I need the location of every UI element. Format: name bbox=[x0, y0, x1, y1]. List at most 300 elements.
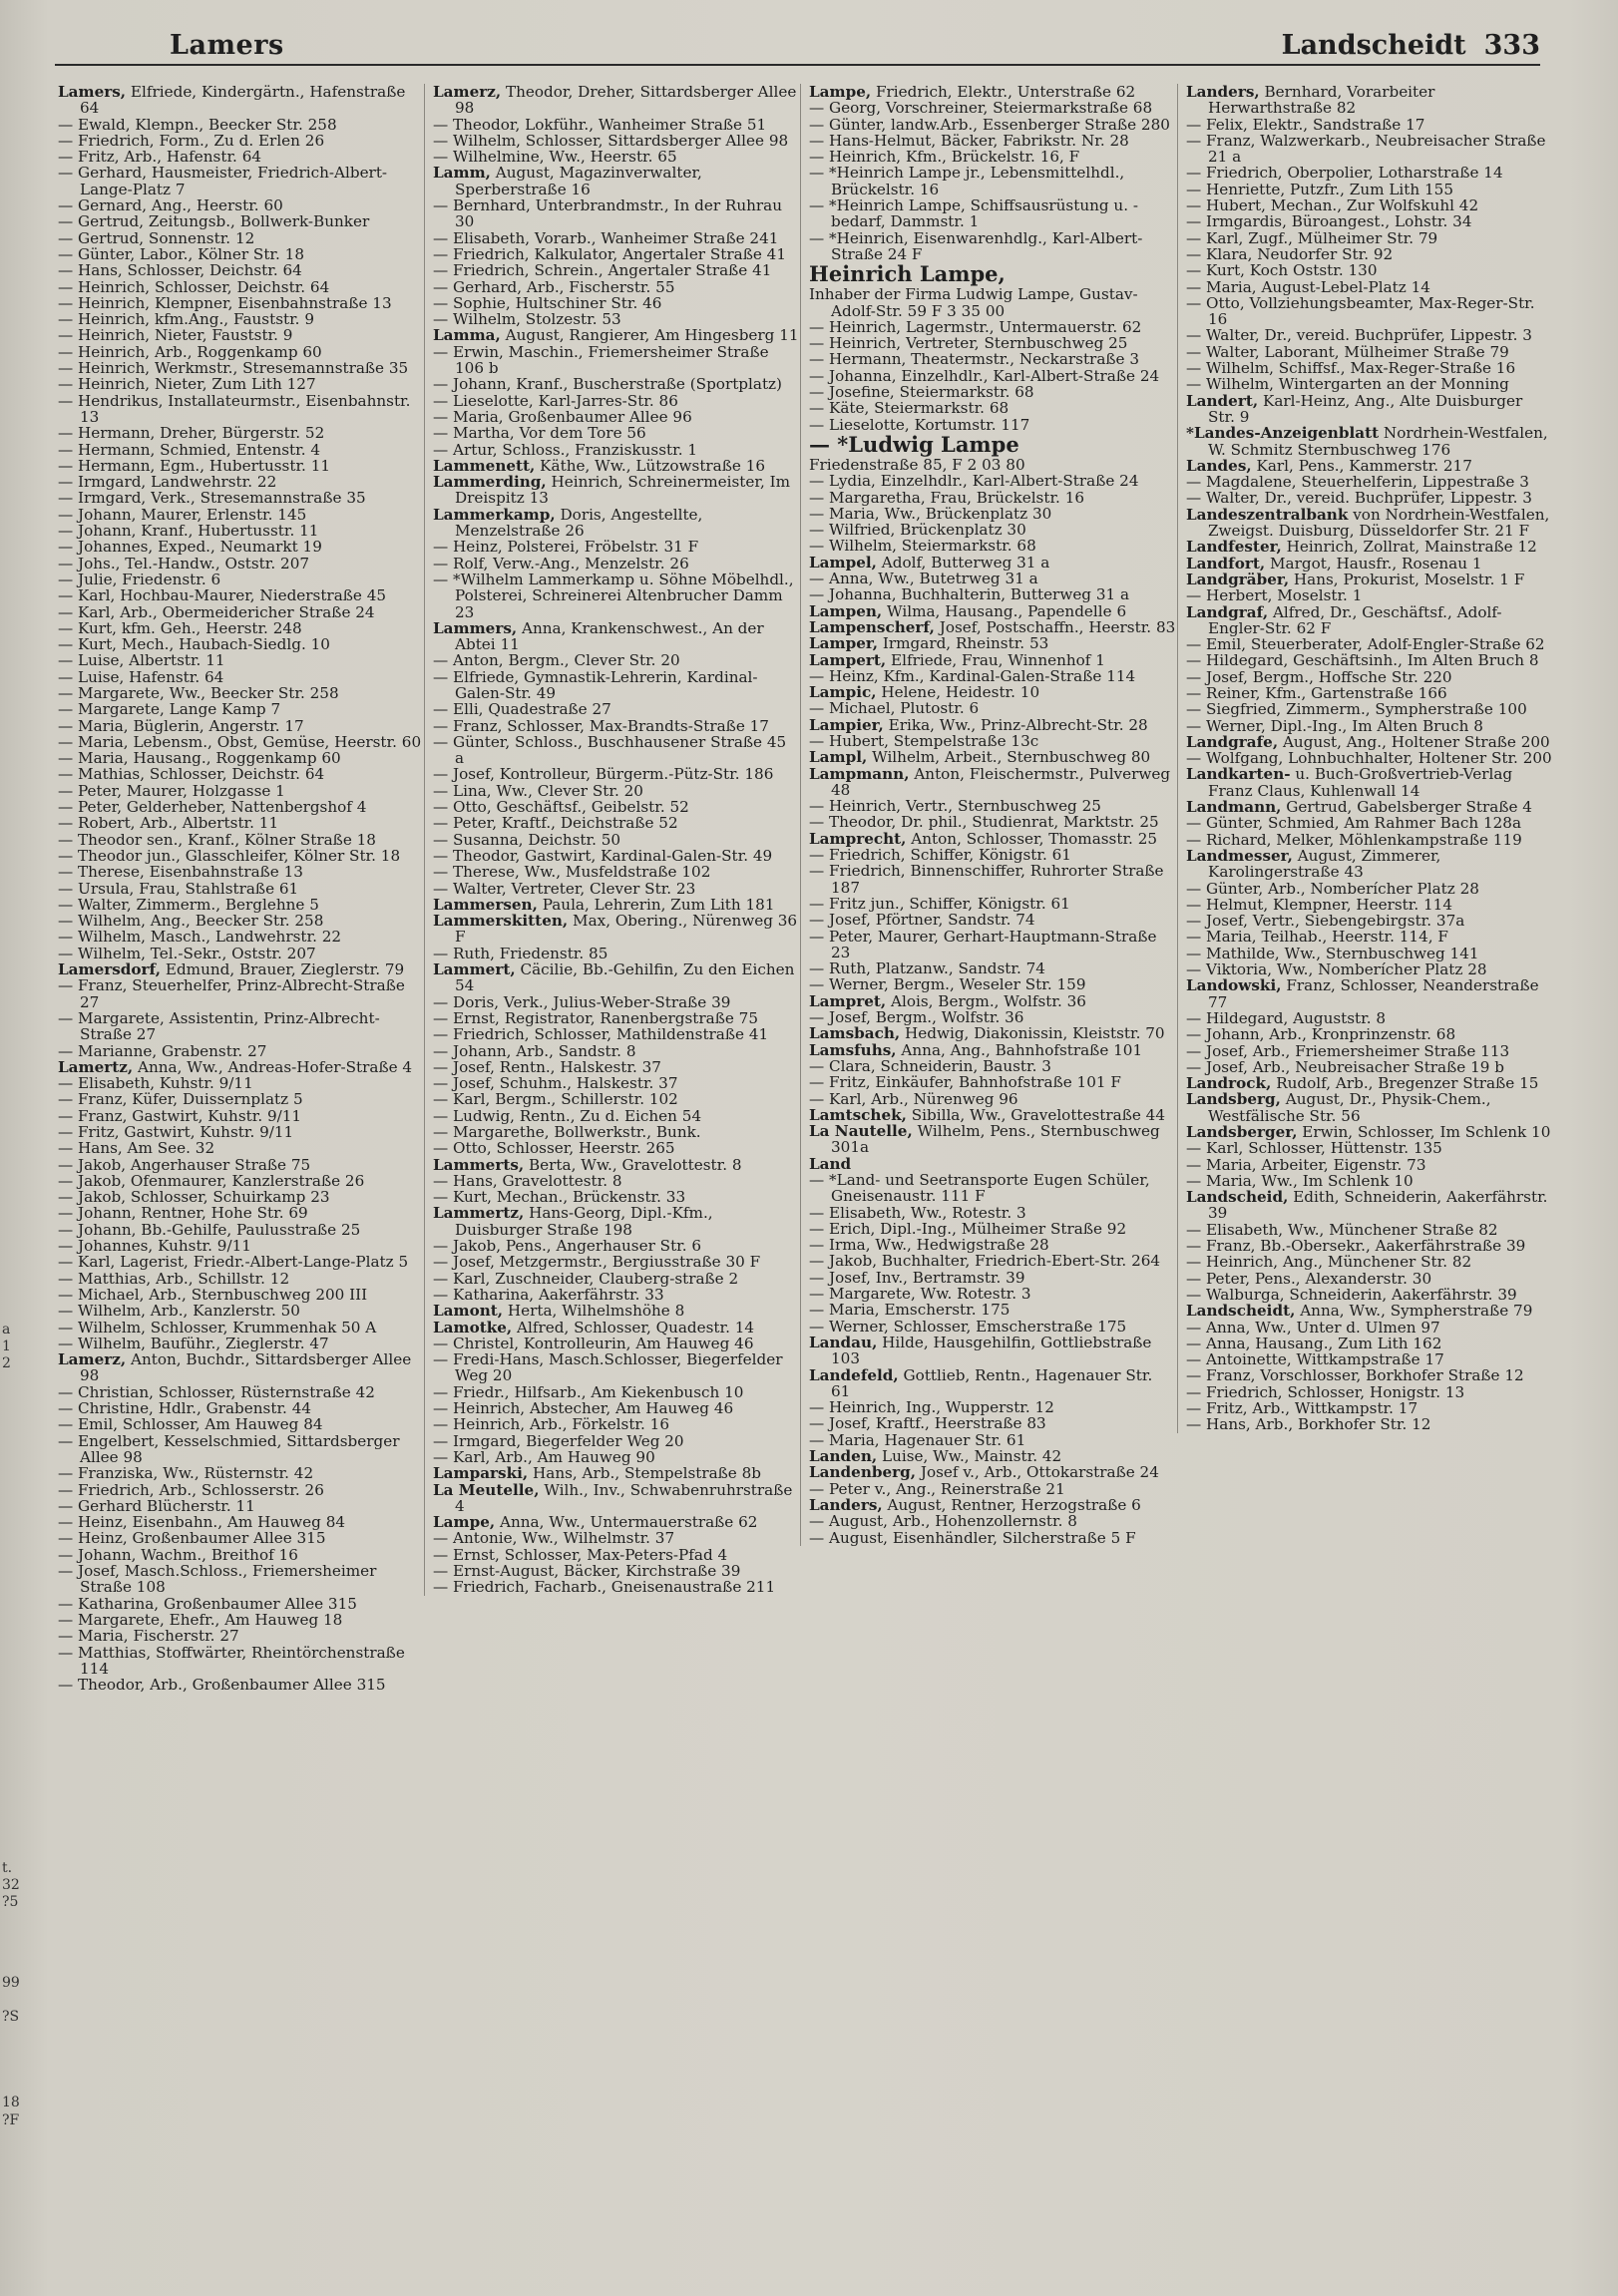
directory-entry bbox=[809, 417, 1176, 433]
directory-entry bbox=[433, 458, 800, 474]
entry-text: — Gertrud, Sonnenstr. 12 bbox=[58, 228, 255, 247]
directory-entry bbox=[809, 896, 1176, 912]
header-right bbox=[1282, 30, 1540, 61]
directory-entry bbox=[809, 1481, 1176, 1497]
directory-entry bbox=[809, 814, 1176, 830]
entry-text: — Fritz, Gastwirt, Kuhstr. 9/11 bbox=[58, 1123, 294, 1141]
entry-surname: Landsberg, bbox=[1186, 1090, 1281, 1109]
entry-text: — Walter, Dr., vereid. Buchprüfer, Lippestr. 3 bbox=[1186, 489, 1532, 508]
entry-text: Helene, Heidestr. 10 bbox=[876, 683, 1040, 702]
directory-entry bbox=[809, 635, 1176, 651]
directory-entry bbox=[433, 344, 800, 377]
directory-entry bbox=[1186, 117, 1553, 133]
directory-entry bbox=[1186, 766, 1553, 799]
directory-entry bbox=[58, 1205, 425, 1221]
entry-text: — Margarete, Ww., Beecker Str. 258 bbox=[58, 683, 339, 702]
entry-text: — Hans, Am See. 32 bbox=[58, 1139, 215, 1158]
directory-entry bbox=[58, 1384, 425, 1400]
directory-entry bbox=[58, 1189, 425, 1205]
directory-entry bbox=[58, 474, 425, 490]
directory-entry bbox=[809, 668, 1176, 684]
entry-text: — Kurt, Mech., Haubach-Siedlg. 10 bbox=[58, 635, 330, 654]
entry-text: u. Buch-Großvertrieb-Verlag Franz Claus, Kuhlenwall 14 bbox=[1208, 765, 1513, 800]
entry-surname: Lampe, bbox=[433, 1513, 496, 1532]
directory-entry bbox=[1186, 718, 1553, 734]
entry-text: — Friedrich, Schrein., Angertaler Straße 41 bbox=[433, 261, 772, 280]
directory-entry bbox=[809, 652, 1176, 668]
margin-fragment: 32 bbox=[2, 1877, 20, 1893]
directory-entry bbox=[1186, 1254, 1553, 1270]
directory-entry bbox=[58, 604, 425, 620]
directory-entry bbox=[809, 286, 1176, 319]
directory-entry bbox=[58, 1303, 425, 1319]
entry-text: — Johannes, Exped., Neumarkt 19 bbox=[58, 538, 322, 557]
directory-entry bbox=[809, 1074, 1176, 1090]
directory-entry bbox=[433, 1059, 800, 1075]
directory-entry bbox=[1186, 897, 1553, 913]
directory-entry bbox=[58, 1271, 425, 1287]
directory-entry bbox=[58, 1433, 425, 1466]
entry-text: — Maria, Großenbaumer Allee 96 bbox=[433, 407, 692, 426]
entry-text: — Fritz, Einkäufer, Bahnhofstraße 101 F bbox=[809, 1073, 1121, 1092]
entry-text: — Peter v., Ang., Reinerstraße 21 bbox=[809, 1479, 1065, 1498]
entry-text: — Margarete, Ehefr., Am Hauweg 18 bbox=[58, 1610, 343, 1629]
entry-text: — Josef, Metzgermstr., Bergiusstraße 30 F bbox=[433, 1253, 761, 1272]
entry-surname: Lamertz, bbox=[58, 1057, 134, 1076]
entry-display-name: — *Ludwig Lampe bbox=[809, 431, 1019, 457]
directory-entry bbox=[433, 1579, 800, 1595]
entry-text: — Luise, Hafenstr. 64 bbox=[58, 667, 224, 686]
entry-text: — Margarete, Assistentin, Prinz-Albrecht-Straße 27 bbox=[58, 1008, 380, 1044]
entry-text: — Elisabeth, Ww., Rotestr. 3 bbox=[809, 1203, 1026, 1222]
directory-entry bbox=[433, 84, 800, 117]
entry-text: — Lieselotte, Karl-Jarres-Str. 86 bbox=[433, 391, 678, 410]
entry-text: — Ernst-August, Bäcker, Kirchstraße 39 bbox=[433, 1562, 741, 1581]
directory-entry bbox=[809, 473, 1176, 489]
entry-text: — Fritz, Arb., Hafenstr. 64 bbox=[58, 148, 262, 167]
directory-entry bbox=[433, 376, 800, 392]
entry-text: — Otto, Geschäftsf., Geibelstr. 52 bbox=[433, 798, 689, 817]
entry-text: Gottlieb, Rentn., Hagenauer Str. 61 bbox=[831, 1365, 1153, 1400]
entry-text: — Karl, Arb., Nürenweg 96 bbox=[809, 1089, 1018, 1108]
directory-entry bbox=[1186, 182, 1553, 197]
directory-entry bbox=[58, 1059, 425, 1075]
directory-entry bbox=[809, 490, 1176, 506]
directory-entry bbox=[58, 1010, 425, 1043]
entry-text: — Irmgard, Verk., Stresemannstraße 35 bbox=[58, 489, 366, 508]
directory-entry bbox=[809, 976, 1176, 992]
header-left-keyword: Lamers bbox=[170, 30, 284, 61]
directory-entry bbox=[809, 749, 1176, 765]
entry-surname: Lammertz, bbox=[433, 1204, 525, 1223]
entry-text: — Josef, Bergm., Hoffsche Str. 220 bbox=[1186, 667, 1452, 686]
entry-text: — Ludwig, Rentn., Zu d. Eichen 54 bbox=[433, 1106, 702, 1125]
entry-text: — Maria, Fischerstr. 27 bbox=[58, 1627, 239, 1646]
entry-text: — Michael, Plutostr. 6 bbox=[809, 699, 980, 718]
entry-text: — Ewald, Klempn., Beecker Str. 258 bbox=[58, 115, 337, 134]
directory-entry bbox=[58, 1351, 425, 1384]
entry-surname: Landgräber, bbox=[1186, 570, 1290, 588]
directory-entry bbox=[1186, 1303, 1553, 1319]
entry-text: — Maria, Hausang., Roggenkamp 60 bbox=[58, 749, 341, 768]
entry-text: — Jakob, Pens., Angerhauser Str. 6 bbox=[433, 1237, 702, 1256]
directory-entry bbox=[58, 832, 425, 848]
directory-entry bbox=[433, 1351, 800, 1384]
entry-text: — Johann, Rentner, Hohe Str. 69 bbox=[58, 1204, 308, 1223]
entry-text: — Siegfried, Zimmerm., Sympherstraße 100 bbox=[1186, 700, 1527, 719]
directory-entry bbox=[1186, 458, 1553, 474]
entry-text: — Theodor, Arb., Großenbaumer Allee 315 bbox=[58, 1676, 386, 1695]
directory-entry bbox=[58, 393, 425, 426]
directory-entry bbox=[58, 652, 425, 668]
entry-surname: Landfester, bbox=[1186, 538, 1282, 557]
entry-text: — Wilhelm, Schiffsf., Max-Reger-Straße 16 bbox=[1186, 359, 1516, 378]
entry-text: — Wilhelm, Bauführ., Zieglerstr. 47 bbox=[58, 1334, 329, 1352]
directory-entry bbox=[58, 766, 425, 782]
directory-entry bbox=[433, 1465, 800, 1481]
directory-entry bbox=[58, 881, 425, 897]
entry-text: — Ernst, Schlosser, Max-Peters-Pfad 4 bbox=[433, 1545, 728, 1564]
entry-surname: Landowski, bbox=[1186, 976, 1282, 995]
entry-surname: La Meutelle, bbox=[433, 1480, 540, 1499]
directory-entry bbox=[809, 1009, 1176, 1025]
directory-entry bbox=[58, 734, 425, 750]
margin-fragment: ?F bbox=[2, 2112, 20, 2128]
directory-entry bbox=[433, 1173, 800, 1189]
directory-entry bbox=[809, 1091, 1176, 1107]
entry-text: — Margaretha, Frau, Brückelstr. 16 bbox=[809, 488, 1085, 507]
entry-text: Irmgard, Rheinstr. 53 bbox=[878, 634, 1049, 653]
directory-entry bbox=[809, 1172, 1176, 1205]
entry-text: — Walter, Zimmerm., Berglehne 5 bbox=[58, 895, 319, 914]
entry-text: — Franz, Bb.-Obersekr., Aakerfährstraße 39 bbox=[1186, 1237, 1526, 1256]
directory-entry bbox=[1186, 425, 1553, 458]
directory-entry bbox=[58, 1108, 425, 1124]
entry-text: — Peter, Pens., Alexanderstr. 30 bbox=[1186, 1269, 1432, 1288]
directory-entry bbox=[433, 1271, 800, 1287]
entry-text: — Heinz, Eisenbahn., Am Hauweg 84 bbox=[58, 1513, 346, 1532]
entry-text: von Nordrhein-Westfalen, Zweigst. Duisburg, Düsseldorfer Str. 21 F bbox=[1208, 505, 1550, 541]
entry-text: — Friedrich, Arb., Schlosserstr. 26 bbox=[58, 1480, 324, 1499]
entry-text: — Hermann, Dreher, Bürgerstr. 52 bbox=[58, 424, 325, 443]
entry-text: — Lina, Ww., Clever Str. 20 bbox=[433, 781, 643, 800]
entry-text: — Peter, Gelderheber, Nattenbergshof 4 bbox=[58, 798, 367, 817]
directory-entry bbox=[433, 734, 800, 767]
directory-entry bbox=[58, 1173, 425, 1189]
entry-text: — Franz, Vorschlosser, Borkhofer Straße 12 bbox=[1186, 1366, 1524, 1385]
directory-entry bbox=[809, 400, 1176, 416]
entry-text: — Josef, Arb., Neubreisacher Straße 19 b bbox=[1186, 1057, 1504, 1076]
entry-text: — Ruth, Platzanw., Sandstr. 74 bbox=[809, 959, 1045, 978]
entry-text: — Hermann, Theatermstr., Neckarstraße 3 bbox=[809, 350, 1139, 369]
directory-entry bbox=[1186, 197, 1553, 213]
directory-entry bbox=[1186, 815, 1553, 831]
entry-text: — Gerhard Blücherstr. 11 bbox=[58, 1496, 255, 1515]
entry-text: — Fritz, Arb., Wittkampstr. 17 bbox=[1186, 1399, 1418, 1418]
entry-surname: Landau, bbox=[809, 1333, 878, 1351]
entry-text: — Günter, landw.Arb., Essenberger Straße 280 bbox=[809, 115, 1170, 134]
directory-entry bbox=[809, 368, 1176, 384]
directory-entry bbox=[809, 149, 1176, 165]
entry-surname: Lamont, bbox=[433, 1302, 504, 1321]
directory-entry bbox=[809, 929, 1176, 961]
entry-text: — Jakob, Buchhalter, Friedrich-Ebert-Str. 264 bbox=[809, 1252, 1161, 1271]
entry-text: — Johannes, Kuhstr. 9/11 bbox=[58, 1237, 251, 1256]
directory-entry bbox=[433, 1026, 800, 1042]
entry-text: — Johann, Kranf., Hubertusstr. 11 bbox=[58, 522, 319, 541]
directory-entry bbox=[58, 197, 425, 213]
entry-text: — Bernhard, Unterbrandmstr., In der Ruhrau 30 bbox=[433, 196, 783, 231]
entry-surname: Lammenett, bbox=[433, 456, 536, 475]
entry-text: — Johanna, Buchhalterin, Butterweg 31 a bbox=[809, 585, 1130, 604]
entry-text: Bernhard, Vorarbeiter Herwarthstraße 82 bbox=[1208, 83, 1435, 118]
directory-entry bbox=[433, 1238, 800, 1254]
entry-surname: Lammerding, bbox=[433, 473, 547, 492]
entry-text: — Käte, Steiermarkstr. 68 bbox=[809, 399, 1010, 418]
directory-entry bbox=[433, 197, 800, 230]
directory-entry bbox=[58, 1514, 425, 1530]
entry-text: Karl, Pens., Kammerstr. 217 bbox=[1251, 456, 1472, 475]
entry-text: — Katharina, Großenbaumer Allee 315 bbox=[58, 1594, 357, 1613]
directory-entry bbox=[809, 619, 1176, 635]
directory-entry bbox=[58, 149, 425, 165]
directory-entry bbox=[1186, 344, 1553, 360]
directory-entry bbox=[433, 832, 800, 848]
entry-surname: Lamsbach, bbox=[809, 1024, 901, 1043]
directory-entry bbox=[58, 1140, 425, 1156]
entry-text: — Karl, Lagerist, Friedr.-Albert-Lange-Platz 5 bbox=[58, 1253, 409, 1272]
directory-entry bbox=[433, 815, 800, 831]
entry-text: — Friedrich, Facharb., Gneisenaustraße 211 bbox=[433, 1578, 776, 1597]
directory-entry bbox=[809, 1302, 1176, 1318]
entry-text: — Hubert, Stempelstraße 13c bbox=[809, 731, 1039, 750]
entry-text: — Ruth, Friedenstr. 85 bbox=[433, 944, 608, 962]
directory-entry bbox=[433, 1416, 800, 1432]
directory-entry bbox=[1186, 539, 1553, 555]
directory-entry bbox=[809, 1123, 1176, 1156]
directory-entry bbox=[1186, 929, 1553, 945]
directory-entry bbox=[809, 230, 1176, 263]
directory-entry bbox=[58, 1563, 425, 1596]
entry-text: — Heinrich, Abstecher, Am Hauweg 46 bbox=[433, 1399, 734, 1418]
directory-entry bbox=[809, 831, 1176, 847]
directory-entry bbox=[1186, 669, 1553, 685]
entry-text: — Wilhelm, Wintergarten an der Monning bbox=[1186, 375, 1509, 394]
entry-text: August, Ang., Holtener Straße 200 bbox=[1278, 732, 1550, 751]
entry-display-name: Heinrich Lampe, bbox=[809, 261, 1006, 287]
entry-text: — Wilhelmine, Ww., Heerstr. 65 bbox=[433, 148, 677, 167]
entry-text: — Maria, Ww., Im Schlenk 10 bbox=[1186, 1171, 1414, 1190]
directory-entry bbox=[1186, 1336, 1553, 1351]
directory-entry bbox=[1186, 961, 1553, 977]
directory-entry bbox=[58, 1091, 425, 1107]
entry-text: Hedwig, Diakonissin, Kleiststr. 70 bbox=[900, 1024, 1165, 1043]
directory-entry bbox=[58, 946, 425, 961]
entry-text: Margot, Hausfr., Rosenau 1 bbox=[1265, 554, 1482, 573]
entry-text: — Otto, Schlosser, Heerstr. 265 bbox=[433, 1139, 675, 1158]
entry-text: — Klara, Neudorfer Str. 92 bbox=[1186, 244, 1394, 263]
entry-text: Paula, Lehrerin, Zum Lith 181 bbox=[537, 895, 775, 914]
directory-entry bbox=[1186, 230, 1553, 246]
entry-text: — Anton, Bergm., Clever Str. 20 bbox=[433, 651, 680, 670]
entry-text: — Heinrich, kfm.Ang., Fauststr. 9 bbox=[58, 310, 314, 329]
entry-text: Hans, Arb., Stempelstraße 8b bbox=[528, 1464, 761, 1483]
directory-entry bbox=[433, 1124, 800, 1140]
directory-entry bbox=[1186, 1320, 1553, 1336]
entry-surname: Landers, bbox=[809, 1495, 883, 1514]
entry-text: — Viktoria, Ww., Nomberícher Platz 28 bbox=[1186, 960, 1487, 979]
entry-text: Rudolf, Arb., Bregenzer Straße 15 bbox=[1271, 1074, 1539, 1093]
entry-text: — Josef, Rentn., Halskestr. 37 bbox=[433, 1057, 661, 1076]
entry-text: — Heinrich, Vertr., Sternbuschweg 25 bbox=[809, 797, 1101, 816]
directory-entry bbox=[58, 685, 425, 701]
entry-text: — Anna, Ww., Butetrweg 31 a bbox=[809, 570, 1038, 588]
directory-entry bbox=[1186, 1351, 1553, 1367]
directory-entry bbox=[809, 133, 1176, 149]
directory-entry bbox=[1186, 1075, 1553, 1091]
entry-text: Theodor, Dreher, Sittardsberger Allee 98 bbox=[455, 83, 797, 118]
directory-entry bbox=[433, 279, 800, 295]
directory-entry bbox=[1186, 701, 1553, 717]
directory-entry bbox=[58, 718, 425, 734]
entry-text: — Susanna, Deichstr. 50 bbox=[433, 830, 621, 849]
entry-text: — Johann, Wachm., Breithof 16 bbox=[58, 1545, 298, 1564]
directory-entry bbox=[433, 994, 800, 1010]
directory-entry bbox=[1186, 1189, 1553, 1222]
directory-entry bbox=[1186, 246, 1553, 262]
directory-entry bbox=[433, 1303, 800, 1319]
margin-fragment: 2 bbox=[2, 1355, 11, 1371]
directory-entry bbox=[433, 246, 800, 262]
directory-entry bbox=[58, 1238, 425, 1254]
directory-entry bbox=[58, 360, 425, 376]
directory-entry bbox=[58, 311, 425, 327]
margin-fragment: 18 bbox=[2, 2095, 20, 2110]
entry-text: August, Zimmerer, Karolingerstraße 43 bbox=[1208, 846, 1441, 882]
directory-entry bbox=[433, 701, 800, 717]
directory-entry bbox=[58, 587, 425, 603]
entry-text: — Walter, Dr., vereid. Buchprüfer, Lippestr. 3 bbox=[1186, 326, 1532, 345]
directory-entry bbox=[58, 864, 425, 880]
entry-text: — Heinrich, Lagermstr., Untermauerstr. 62 bbox=[809, 317, 1142, 336]
entry-text: — Karl, Hochbau-Maurer, Niederstraße 45 bbox=[58, 586, 387, 605]
directory-entry bbox=[1186, 165, 1553, 181]
directory-entry bbox=[433, 881, 800, 897]
entry-text: Elfriede, Frau, Winnenhof 1 bbox=[886, 650, 1105, 669]
entry-text: Inhaber der Firma Ludwig Lampe, Gustav-Adolf-Str. 59 F 3 35 00 bbox=[809, 285, 1138, 320]
entry-text: — Elli, Quadestraße 27 bbox=[433, 700, 611, 719]
entry-text: — Friedrich, Form., Zu d. Erlen 26 bbox=[58, 131, 325, 150]
entry-text: — Hubert, Mechan., Zur Wolfskuhl 42 bbox=[1186, 196, 1479, 215]
entry-text: — Maria, Lebensm., Obst, Gemüse, Heerstr. 60 bbox=[58, 732, 422, 751]
directory-entry bbox=[433, 1043, 800, 1059]
directory-entry bbox=[809, 1415, 1176, 1431]
entry-text: — Gernard, Ang., Heerstr. 60 bbox=[58, 196, 283, 215]
directory-entry bbox=[433, 442, 800, 458]
directory-entry bbox=[58, 799, 425, 815]
entry-text: — Gerhard, Hausmeister, Friedrich-Albert-Lange-Platz 7 bbox=[58, 164, 388, 198]
entry-surname: La Nautelle, bbox=[809, 1122, 913, 1141]
entry-text: — Robert, Arb., Albertstr. 11 bbox=[58, 814, 279, 833]
entry-text: — Helmut, Klempner, Heerstr. 114 bbox=[1186, 895, 1452, 914]
directory-entry bbox=[58, 117, 425, 133]
directory-entry bbox=[433, 1010, 800, 1026]
directory-entry bbox=[58, 1547, 425, 1563]
entry-text: — Theodor, Dr. phil., Studienrat, Marktstr. 25 bbox=[809, 813, 1159, 832]
directory-entry bbox=[58, 1498, 425, 1514]
directory-entry bbox=[433, 1157, 800, 1173]
column-4 bbox=[1177, 84, 1553, 1433]
entry-text: — Hildegard, Auguststr. 8 bbox=[1186, 1008, 1387, 1027]
directory-entry bbox=[433, 1449, 800, 1465]
entry-text: — Franziska, Ww., Rüsternstr. 42 bbox=[58, 1464, 314, 1483]
entry-text: Hans-Georg, Dipl.-Kfm., Duisburger Straße 198 bbox=[455, 1204, 713, 1239]
directory-entry bbox=[433, 556, 800, 572]
directory-entry bbox=[58, 84, 425, 117]
margin-fragment: 1 bbox=[2, 1339, 11, 1354]
directory-entry bbox=[58, 1612, 425, 1628]
directory-entry bbox=[433, 783, 800, 799]
entry-text: — Heinrich, Schlosser, Deichstr. 64 bbox=[58, 277, 330, 296]
directory-entry bbox=[809, 586, 1176, 602]
entry-text: — Wilhelm, Masch., Landwehrstr. 22 bbox=[58, 928, 342, 947]
directory-entry bbox=[58, 961, 425, 977]
entry-surname: Landgrafe, bbox=[1186, 732, 1279, 751]
entry-text: — Ernst, Registrator, Ranenbergstraße 75 bbox=[433, 1008, 758, 1027]
entry-surname: Lamotke, bbox=[433, 1318, 513, 1337]
directory-entry bbox=[433, 652, 800, 668]
entry-text: — Heinrich, Arb., Roggenkamp 60 bbox=[58, 342, 322, 361]
entry-text: August, Rangierer, Am Hingesberg 11 bbox=[500, 326, 799, 345]
entry-text: — Maria, Büglerin, Angerstr. 17 bbox=[58, 716, 304, 735]
directory-entry bbox=[433, 539, 800, 555]
entry-text: — Friedrich, Schlosser, Honigstr. 13 bbox=[1186, 1382, 1465, 1401]
directory-entry bbox=[809, 1025, 1176, 1041]
column-1 bbox=[58, 84, 425, 1693]
directory-entry bbox=[58, 523, 425, 539]
directory-entry bbox=[58, 246, 425, 262]
directory-entry bbox=[1186, 295, 1553, 328]
directory-entry bbox=[1186, 799, 1553, 815]
directory-entry bbox=[433, 1400, 800, 1416]
entry-text: — Elisabeth, Kuhstr. 9/11 bbox=[58, 1074, 253, 1093]
directory-entry bbox=[1186, 832, 1553, 848]
directory-entry bbox=[433, 1140, 800, 1156]
directory-entry bbox=[433, 1530, 800, 1546]
directory-entry bbox=[58, 1320, 425, 1336]
directory-entry bbox=[809, 1432, 1176, 1448]
entry-surname: Lampmann, bbox=[809, 764, 910, 783]
entry-text: — Kurt, kfm. Geh., Heerstr. 248 bbox=[58, 618, 302, 637]
directory-entry bbox=[58, 783, 425, 799]
directory-entry bbox=[58, 490, 425, 506]
entry-text: — Fredi-Hans, Masch.Schlosser, Biegerfelder Weg 20 bbox=[433, 1350, 783, 1385]
entry-text: August, Magazinverwalter, Sperberstraße 16 bbox=[455, 164, 702, 198]
entry-text: Edmund, Brauer, Zieglerstr. 79 bbox=[161, 960, 405, 979]
directory-entry bbox=[1186, 1222, 1553, 1238]
directory-entry bbox=[433, 1336, 800, 1351]
directory-entry bbox=[433, 1189, 800, 1205]
entry-text: — Erwin, Maschin., Friemersheimer Straße 106 b bbox=[433, 342, 769, 378]
entry-text: — Artur, Schloss., Franziskusstr. 1 bbox=[433, 440, 698, 459]
entry-text: — Kurt, Koch Oststr. 130 bbox=[1186, 261, 1378, 280]
entry-text: — Johann, Maurer, Erlenstr. 145 bbox=[58, 505, 307, 524]
entry-text: — Fritz jun., Schiffer, Königstr. 61 bbox=[809, 894, 1070, 913]
entry-surname: Lampic, bbox=[809, 683, 877, 702]
directory-entry bbox=[433, 327, 800, 343]
entry-text: Max, Obering., Nürenweg 36 F bbox=[455, 912, 798, 947]
directory-entry bbox=[809, 506, 1176, 522]
